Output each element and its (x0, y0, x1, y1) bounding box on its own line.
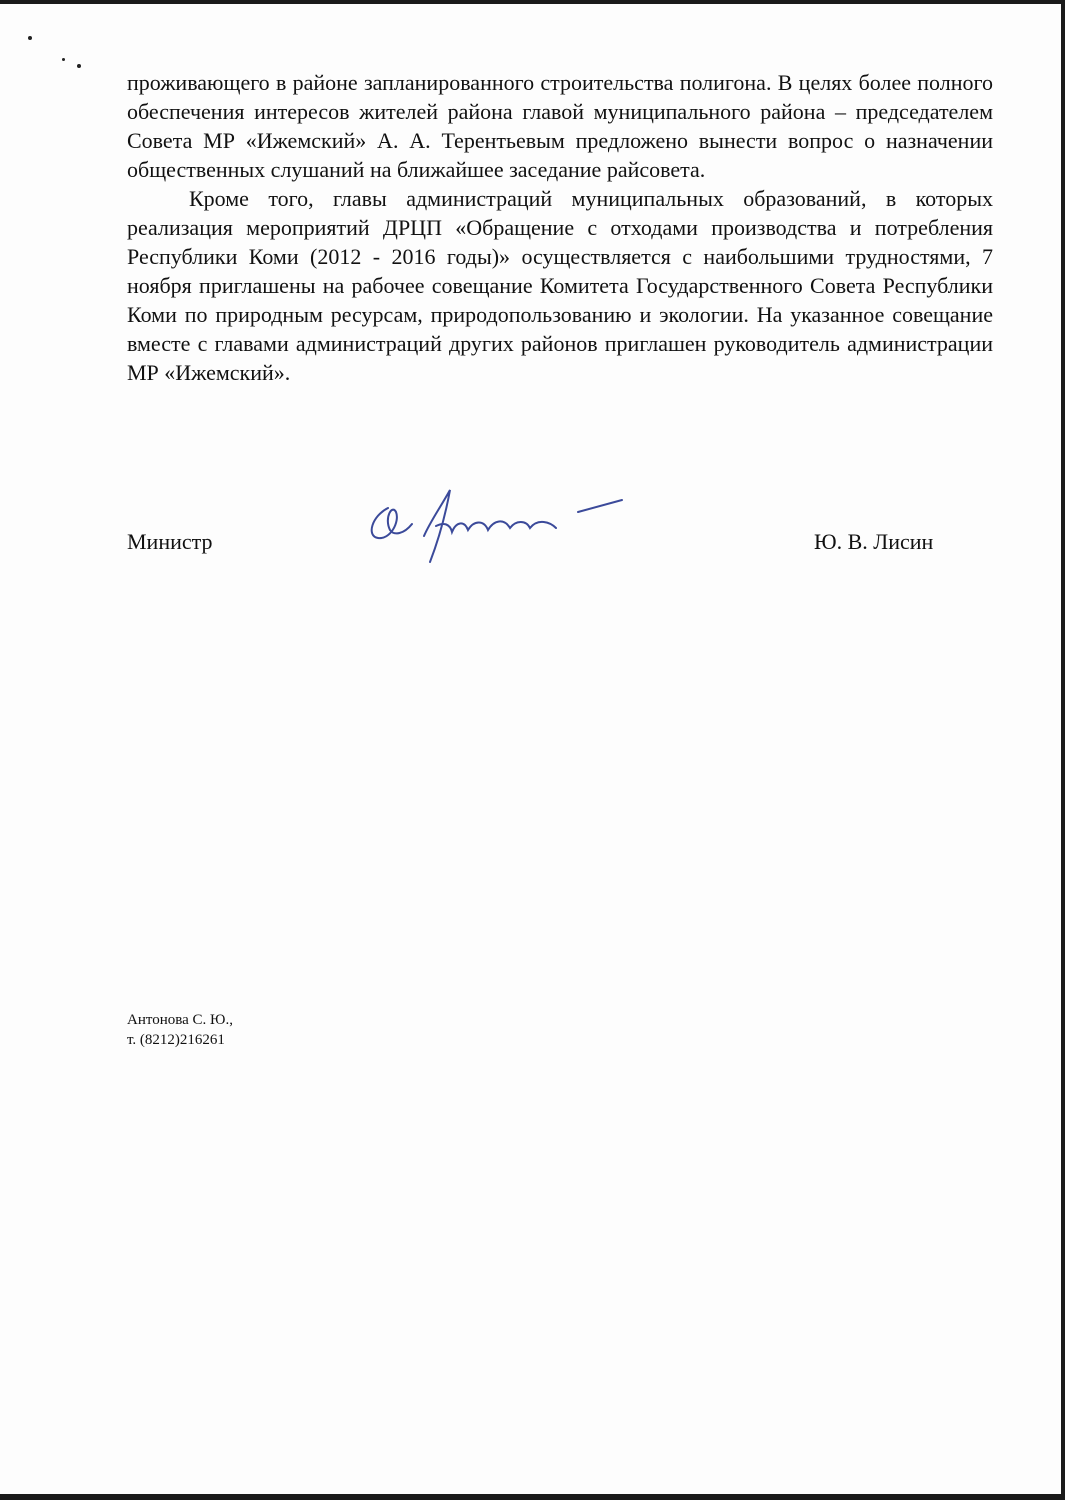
paragraph-2: Кроме того, главы администраций муниципальных образований, в которых реализация мероприятий ДРЦП «Обращение с отходами производства и потребления Республики Коми (2012 - 2016 годы)» осуществляется с наибольшими трудностями, 7 ноября приглашены на рабочее совещание Комитета Государственного Совета Республики Коми по природным ресурсам, природопользованию и экологии. На указанное совещание вместе с главами администраций других районов приглашен руководитель администрации МР «Ижемский». (127, 186, 993, 385)
scan-speck (77, 64, 81, 68)
letter-body (127, 68, 993, 387)
signatory-name: Ю. В. Лисин (814, 529, 934, 554)
scan-edge-top (0, 0, 1065, 4)
scan-speck (62, 58, 65, 61)
scan-speck (28, 36, 32, 40)
paragraph-1: проживающего в районе запланированного строительства полигона. В целях более полного обеспечения интересов жителей района главой муниципального района – председателем Совета МР «Ижемский» А. А. Терентьевым предложено вынести вопрос о назначении общественных слушаний на ближайшее заседание райсовета. (127, 70, 993, 182)
executor-phone: т. (8212)216261 (127, 1032, 225, 1048)
handwritten-signature (360, 478, 630, 568)
executor-name: Антонова С. Ю., (127, 1012, 233, 1028)
executor-block (127, 1010, 233, 1050)
scan-edge-right (1061, 0, 1065, 1500)
signatory-title: Министр (127, 529, 213, 554)
scan-edge-bottom (0, 1494, 1065, 1500)
